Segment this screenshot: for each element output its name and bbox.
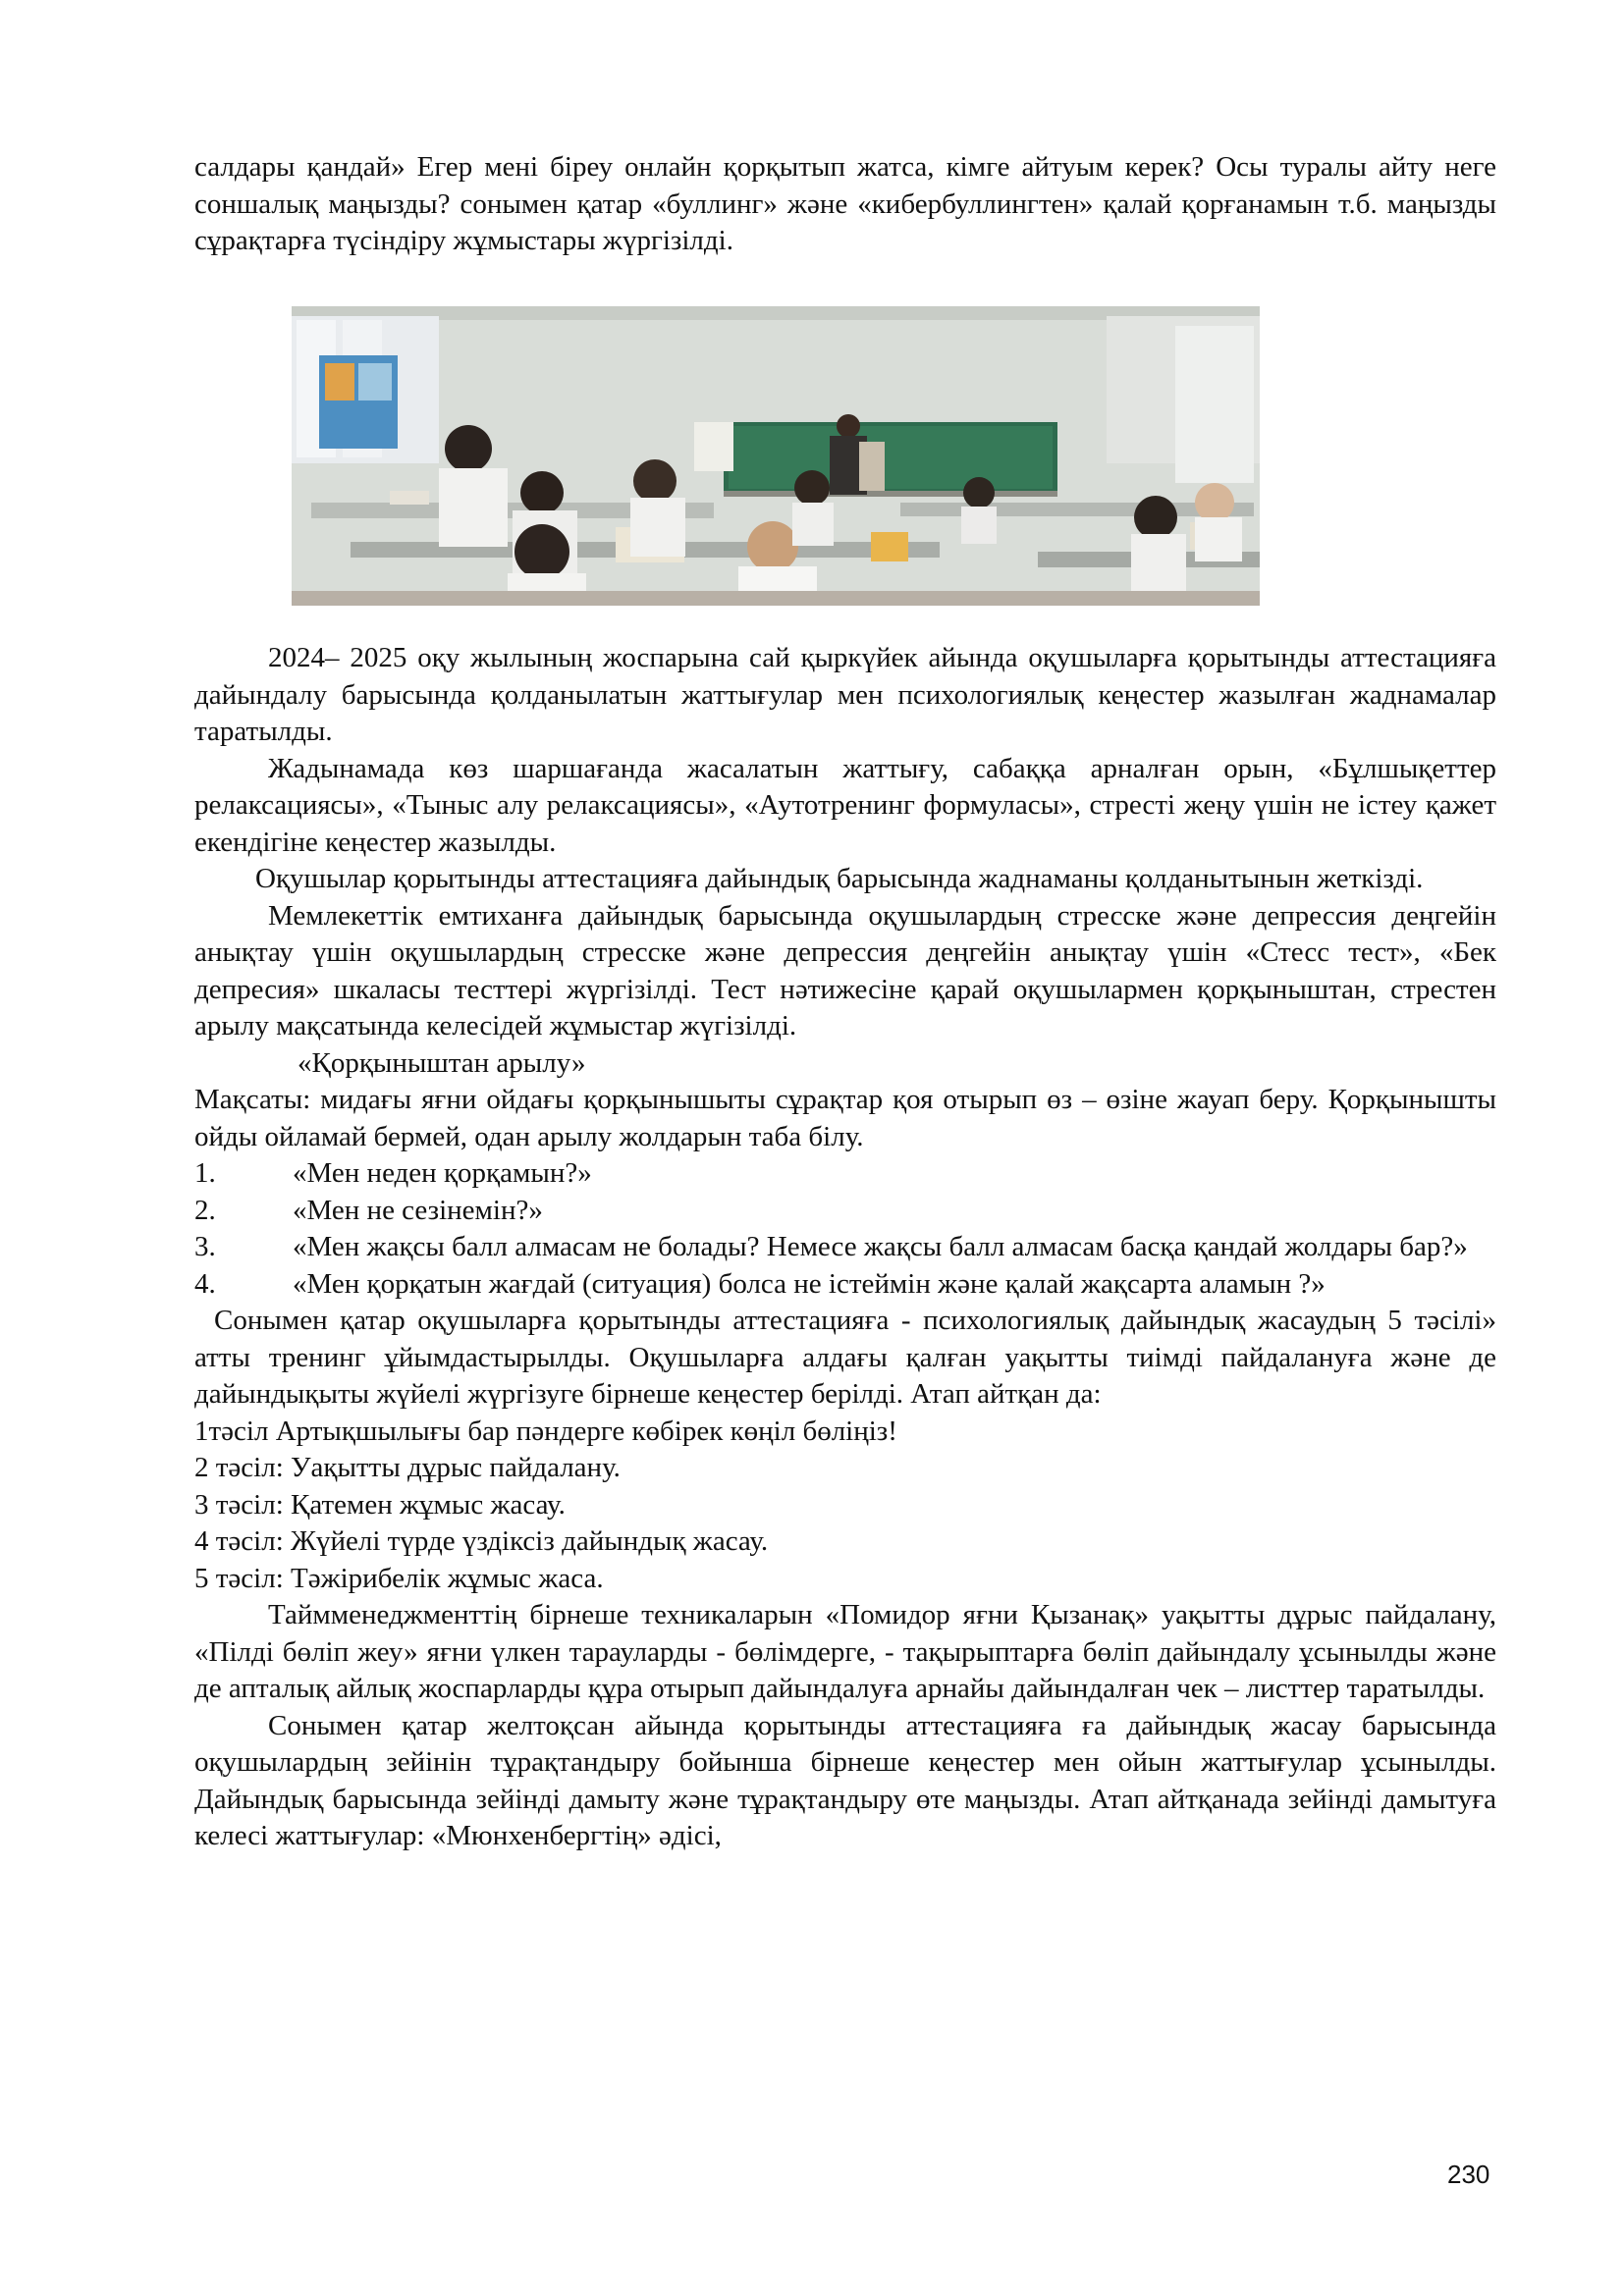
top-paragraph-block [194, 149, 1496, 260]
paragraph-4: Мемлекеттік емтиханға дайындық барысында оқушылардың стресске және депрессия деңгейін анықтау үшін оқушылардың стресске және депрессия деңгейін анықтау үшін «Стесс тест», «Бек депресия» шкаласы тесттері жүргізілді. Тест нәтижесіне қарай оқушылармен қорқыныштан, стрестен арылу мақсатында келесідей жұмыстар жүгізілді. [194, 899, 1496, 1041]
method-item: 4 тәсіл: Жүйелі түрде үздіксіз дайындық жасау. [194, 1525, 769, 1557]
classroom-photo-illustration [292, 306, 1260, 606]
main-text-block [194, 640, 1496, 1855]
method-item: 3 тәсіл: Қатемен жұмыс жасау. [194, 1488, 566, 1521]
paragraph-7: Сонымен қатар желтоқсан айында қорытынды аттестацияға ға дайындық жасау барысында оқушылардың зейінін тұрақтандыру бойынша бірнеше кеңестер мен ойын жаттығулар ұсынылды. Дайындық барысында зейінді дамыту және тұрақтандыру өте маңызды. Атап айтқанада зейінді дамытуға келесі жаттығулар: «Мюнхенбергтің» әдісі, [194, 1709, 1496, 1851]
question-item [194, 1229, 1496, 1266]
paragraph-6: Таймменеджменттің бірнеше техникаларын «Помидор яғни Қызанақ» уақытты дұрыс пайдалану, «Пілді бөліп жеу» яғни үлкен тарауларды - бөлімдерге, - тақырыптарға бөліп дайындалу ұсынылды және де апталық айлық жоспарларды құра отырып дайындалуға арнайы дайындалған чек – листтер таратылды. [194, 1599, 1496, 1704]
question-text: «Мен жақсы балл алмасам не болады? Немесе жақсы балл алмасам басқа қандай жолдары бар?» [293, 1231, 1468, 1262]
paragraph-3: Оқушылар қорытынды аттестацияға дайындық барысында жаднаманы қолданытынын жеткізді. [255, 863, 1424, 894]
paragraph-1: 2024– 2025 оқу жылының жоспарына сай қыркүйек айында оқушыларға қорытынды аттестацияға дайындалу барысында қолданылатын жаттығулар мен психологиялық кеңестер жазылған жаднамалар таратылды. [194, 642, 1496, 747]
paragraph-5: Сонымен қатар оқушыларға қорытынды аттестацияға - психологиялық дайындық жасаудың 5 тәсілі» атты тренинг ұйымдастырылды. Оқушыларға алдағы қалған уақытты тиімді пайдалануға және де дайындықыты жүйелі жүргізуге бірнеше кеңестер берілді. Атап айтқан да: [194, 1305, 1496, 1410]
top-paragraph: салдары қандай» Егер мені біреу онлайн қорқытып жатса, кімге айтуым керек? Осы туралы айту неге соншалық маңызды? сонымен қатар «буллинг» және «кибербуллингтен» қалай қорғанамын т.б. маңызды сұрақтарға түсіндіру жұмыстары жүргізілді. [194, 151, 1496, 256]
question-item [194, 1193, 1496, 1230]
section-title: «Қорқыныштан арылу» [298, 1046, 586, 1079]
question-text: «Мен неден қорқамын?» [293, 1157, 592, 1189]
paragraph-2: Жадынамада көз шаршағанда жасалатын жаттығу, сабаққа арналған орын, «Бұлшықеттер релаксациясы», «Тыныс алу релаксациясы», «Аутотренинг формуласы», стресті жеңу үшін не істеу қажет екендігіне кеңестер жазылды. [194, 752, 1496, 858]
question-number: 3. [194, 1231, 216, 1262]
question-text: «Мен қорқатын жағдай (ситуация) болса не істеймін және қалай жақсарта аламын ?» [293, 1267, 1326, 1300]
question-item [194, 1155, 1496, 1193]
question-number: 1. [194, 1157, 216, 1189]
goal-paragraph: Мақсаты: мидағы яғни ойдағы қорқынышыты сұрақтар қоя отырып өз – өзіне жауап беру. Қорқынышты ойды ойламай бермей, одан арылу жолдарын таба білу. [194, 1084, 1496, 1152]
page-number: 230 [1447, 2160, 1490, 2189]
question-item [194, 1266, 1496, 1304]
method-item: 1тәсіл Артықшылығы бар пәндерге көбірек көңіл бөліңіз! [194, 1415, 897, 1447]
question-number: 4. [194, 1267, 216, 1300]
method-item: 2 тәсіл: Уақытты дұрыс пайдалану. [194, 1452, 621, 1483]
classroom-photo [292, 306, 1260, 606]
question-text: «Мен не сезінемін?» [293, 1194, 543, 1226]
question-number: 2. [194, 1194, 216, 1226]
method-item: 5 тәсіл: Тәжірибелік жұмыс жаса. [194, 1562, 604, 1594]
